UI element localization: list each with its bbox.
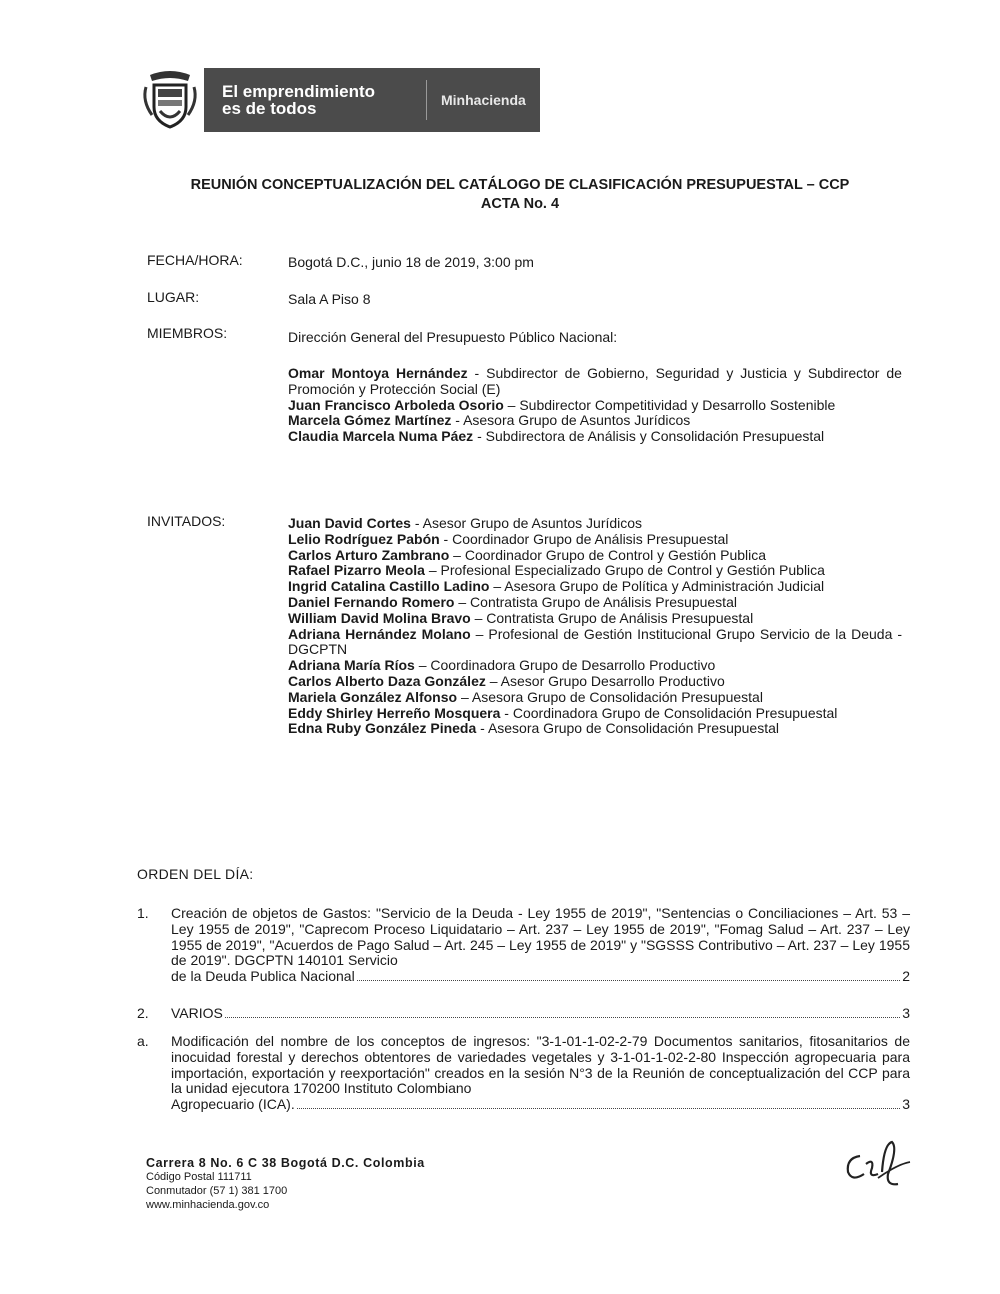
miembros-label: MIEMBROS: (147, 325, 228, 341)
guest-entry: Eddy Shirley Herreño Mosquera - Coordinadora Grupo de Consolidación Presupuestal (288, 704, 838, 721)
footer-website: www.minhacienda.gov.co (146, 1199, 270, 1211)
orden-del-dia-label: ORDEN DEL DÍA: (137, 866, 254, 882)
guest-entry: Edna Ruby González Pineda - Asesora Grupo de Consolidación Presupuestal (288, 720, 779, 737)
invitados-list (288, 516, 902, 737)
guest-entry: Mariela González Alfonso – Asesora Grupo de Consolidación Presupuestal (288, 688, 763, 705)
guest-entry: Carlos Alberto Daza González – Asesor Grupo Desarrollo Productivo (288, 672, 725, 689)
footer-address: Carrera 8 No. 6 C 38 Bogotá D.C. Colombia (146, 1156, 425, 1170)
agenda-item-text-end: Agropecuario (ICA). (171, 1096, 295, 1113)
member-entry: Marcela Gómez Martínez - Asesora Grupo de Asuntos Jurídicos (288, 412, 691, 429)
guest-entry: Carlos Arturo Zambrano – Coordinador Grupo de Control y Gestión Publica (288, 546, 767, 563)
agenda-item-page: 2 (902, 968, 910, 985)
dot-leader (225, 1017, 900, 1018)
guest-entry: William David Molina Bravo – Contratista Grupo de Análisis Presupuestal (288, 609, 754, 626)
guest-entry: Ingrid Catalina Castillo Ladino – Asesora Grupo de Política y Administración Judicial (288, 578, 825, 595)
dot-leader (357, 980, 901, 981)
miembros-list (288, 366, 902, 445)
fecha-label: FECHA/HORA: (147, 252, 243, 268)
brand-divider (426, 80, 427, 120)
agenda-item-page: 3 (902, 1005, 910, 1021)
agenda-item-text: Creación de objetos de Gastos: "Servicio de la Deuda - Ley 1955 de 2019", "Sentencias o Conciliaciones – Art. 53 – Ley 1955 de 2019", "Caprecom Proceso Liquidatario – Art. 237 – Ley 1955 de 2019", "Fomag Salud – Art. 237 – Ley 1955 de 2019", "Acuerdos de Pago Salud – Art. 245 – Ley 1955 de 2019" y "SGSSS Contributivo – Art. 237 – Ley 1955 de 2019". DGCPTN 140101 Servicio (171, 905, 910, 969)
agenda-item-text-end: de la Deuda Publica Nacional (171, 968, 355, 985)
member-entry: Claudia Marcela Numa Páez - Subdirectora de Análisis y Consolidación Presupuestal (288, 428, 825, 445)
footer-postal-code: Código Postal 111711 (146, 1171, 252, 1183)
title-line-2: ACTA No. 4 (480, 196, 560, 212)
fecha-value: Bogotá D.C., junio 18 de 2019, 3:00 pm (288, 254, 534, 270)
handwritten-initials (838, 1134, 918, 1199)
agenda-item-number: 1. (137, 905, 149, 921)
guest-entry: Rafael Pizarro Meola – Profesional Especializado Grupo de Control y Gestión Publica (288, 562, 825, 579)
member-entry: Juan Francisco Arboleda Osorio – Subdirector Competitividad y Desarrollo Sostenible (288, 396, 836, 413)
lugar-value: Sala A Piso 8 (288, 291, 371, 307)
member-entry: Omar Montoya Hernández - Subdirector de Gobierno, Seguridad y Justicia y Subdirector de Promoción y Protección Social (E) (288, 365, 902, 397)
agenda-item-text: Modificación del nombre de los conceptos de ingresos: "3-1-01-1-02-2-79 Documentos sanitarios, fitosanitarios de inocuidad forestal y derechos obtentores de variedades vegetales y 3-1-01-1-02-2-80 Inspección agropecuaria para importación, exportación y reexportación" creados en la sesión N°3 de la Reunión de conceptualización del CCP para la unidad ejecutora 170200 Instituto Colombiano (171, 1033, 910, 1097)
title-line-1: REUNIÓN CONCEPTUALIZACIÓN DEL CATÁLOGO DE CLASIFICACIÓN PRESUPUESTAL – CCP (190, 177, 850, 193)
dot-leader (297, 1108, 900, 1109)
invitados-label: INVITADOS: (147, 513, 226, 529)
miembros-intro: Dirección General del Presupuesto Público Nacional: (288, 329, 618, 345)
coat-of-arms-icon (140, 67, 200, 133)
agenda-item-page: 3 (902, 1096, 910, 1113)
agenda-item-text-end: VARIOS (171, 1005, 223, 1021)
footer-phone: Conmutador (57 1) 381 1700 (146, 1185, 288, 1197)
brand-banner (204, 68, 540, 132)
guest-entry: Juan David Cortes - Asesor Grupo de Asuntos Jurídicos (288, 515, 643, 531)
brand-line-1: El emprendimiento (222, 82, 376, 101)
guest-entry: Adriana Hernández Molano – Profesional de Gestión Institucional Grupo Servicio de la Deuda -DGCPTN (288, 625, 902, 658)
brand-line-2: es de todos (222, 99, 317, 118)
brand-slogan (222, 83, 412, 117)
ministry-name: Minhacienda (441, 92, 526, 108)
guest-entry: Lelio Rodríguez Pabón - Coordinador Grupo de Análisis Presupuestal (288, 530, 729, 547)
document-title (120, 176, 920, 214)
header-logo-block (140, 64, 560, 136)
lugar-label: LUGAR: (147, 289, 200, 305)
agenda-item-number: 2. (137, 1005, 149, 1021)
guest-entry: Adriana María Ríos – Coordinadora Grupo de Desarrollo Productivo (288, 657, 716, 674)
footer-address-block (146, 1156, 425, 1212)
guest-entry: Daniel Fernando Romero – Contratista Grupo de Análisis Presupuestal (288, 593, 737, 610)
agenda-item-number: a. (137, 1033, 149, 1049)
